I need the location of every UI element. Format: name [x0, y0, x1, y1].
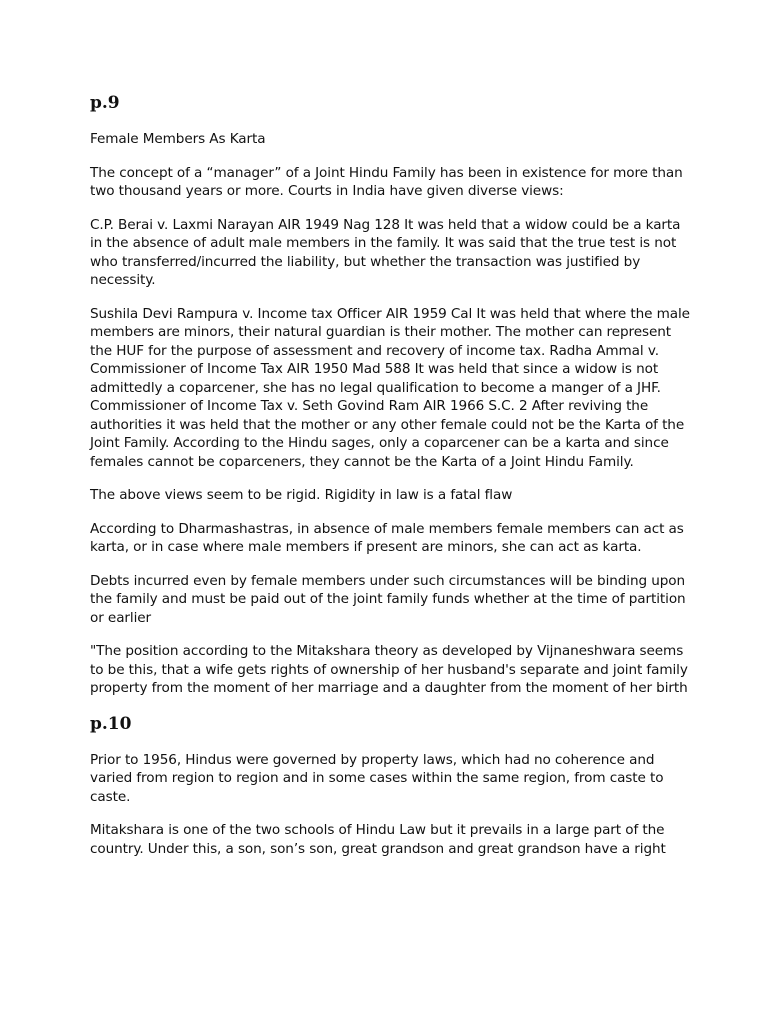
paragraph: The above views seem to be rigid. Rigidity in law is a fatal flaw	[90, 487, 513, 503]
paragraph: C.P. Berai v. Laxmi Narayan AIR 1949 Nag 128 It was held that a widow could be a karta in the absence of adult male members in the family. It was said that the true test is not who transferred/incurred the liability, but whether the transaction was justified by necessity.	[90, 216, 681, 288]
section-title: Female Members As Karta	[90, 131, 266, 147]
page-heading-p9: p.9	[90, 93, 120, 113]
paragraph: Sushila Devi Rampura v. Income tax Officer AIR 1959 Cal It was held that where the male members are minors, their natural guardian is their mother. The mother can represent the HUF for the purpose of assessment and recovery of income tax. Radha Ammal v. Commissioner of Income Tax AIR 1950 Mad 588 It was held that since a widow is not admittedly a coparcener, she has no legal qualification to become a manger of a JHF. Commissioner of Income Tax v. Seth Govind Ram AIR 1966 S.C. 2 After reviving the authorities it was held that the mother or any other female could not be the Karta of the Joint Family. According to the Hindu sages, only a coparcener can be a karta and since females cannot be coparceners, they cannot be the Karta of a Joint Hindu Family.	[90, 305, 690, 470]
paragraph: Prior to 1956, Hindus were governed by property laws, which had no coherence and varied from region to region and in some cases within the same region, from caste to caste.	[90, 751, 664, 805]
paragraph: Debts incurred even by female members under such circumstances will be binding upon the family and must be paid out of the joint family funds whether at the time of partition or earlier	[90, 572, 686, 626]
paragraph: The concept of a “manager” of a Joint Hindu Family has been in existence for more than two thousand years or more. Courts in India have given diverse views:	[90, 164, 683, 199]
page-heading-p10: p.10	[90, 713, 132, 734]
paragraph: According to Dharmashastras, in absence of male members female members can act as karta, or in case where male members if present are minors, she can act as karta.	[90, 520, 684, 555]
paragraph: "The position according to the Mitakshara theory as developed by Vijnaneshwara seems to be this, that a wife gets rights of ownership of her husband's separate and joint family property from the moment of her marriage and a daughter from the moment of her birth	[90, 643, 688, 696]
paragraph: Mitakshara is one of the two schools of Hindu Law but it prevails in a large part of the country. Under this, a son, son’s son, great grandson and great grandson have a right	[90, 822, 666, 857]
document-page	[90, 92, 690, 873]
